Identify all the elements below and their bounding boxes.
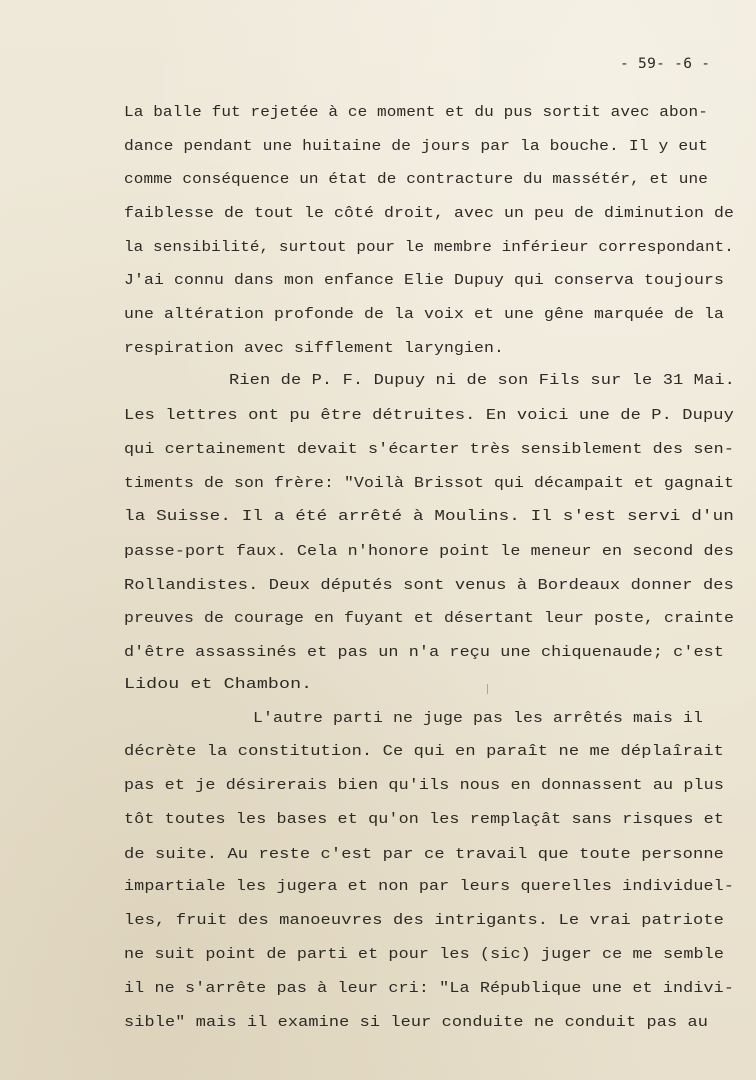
text-line: dance pendant une huitaine de jours par la bouche. Il y eut [124,139,709,155]
text-line: sible" mais il examine si leur conduite ne conduit pas au [124,1015,709,1031]
text-line: Les lettres ont pu être détruites. En voici une de P. Dupuy [124,408,734,424]
text-line: de suite. Au reste c'est par ce travail que toute personne [124,847,725,863]
text-line: L'autre parti ne juge pas les arrêtés mais il [253,711,703,727]
text-line: Rollandistes. Deux députés sont venus à Bordeaux donner des [124,578,734,594]
text-line: d'être assassinés et pas un n'a reçu une chiquenaude; c'est [124,645,725,661]
text-line: décrète la constitution. Ce qui en paraît ne me déplaîrait [124,744,725,760]
text-line: impartiale les jugera et non par leurs querelles individuel- [124,879,735,895]
page-number: - 59- -6 - [620,56,711,72]
text-line: pas et je désirerais bien qu'ils nous en donnassent au plus [124,778,725,794]
text-line: les, fruit des manoeuvres des intrigants. Le vrai patriote [124,913,725,929]
text-line: ne suit point de parti et pour les (sic) juger ce me semble [124,947,725,963]
text-line: respiration avec sifflement laryngien. [124,341,505,357]
text-line: J'ai connu dans mon enfance Elie Dupuy qui conserva toujours [124,273,724,289]
text-line: timents de son frère: "Voilà Brissot qui décampait et gagnait [124,476,734,492]
text-line: qui certainement devait s'écarter très sensiblement des sen- [124,442,735,458]
text-line: passe-port faux. Cela n'honore point le meneur en second des [124,544,735,560]
text-line: preuves de courage en fuyant et désertant leur poste, crainte [124,611,734,627]
text-line: Rien de P. F. Dupuy ni de son Fils sur le 31 Mai. [229,373,735,389]
text-line: tôt toutes les bases et qu'on les remplaçât sans risques et [124,812,725,828]
text-line: Lidou et Chambon. [124,677,313,693]
text-line: la sensibilité, surtout pour le membre inférieur correspondant. [124,240,735,256]
text-line: La balle fut rejetée à ce moment et du pus sortit avec abon- [124,105,708,121]
text-line: la Suisse. Il a été arrêté à Moulins. Il s'est servi d'un [124,509,735,525]
text-line: faiblesse de tout le côté droit, avec un peu de diminution de [124,206,734,222]
text-line: comme conséquence un état de contracture du massétér, et une [124,172,708,188]
text-line: une altération profonde de la voix et une gêne marquée de la [124,307,724,323]
text-line: il ne s'arrête pas à leur cri: "La République une et indivi- [124,981,735,997]
stray-pencil-mark [487,684,488,694]
